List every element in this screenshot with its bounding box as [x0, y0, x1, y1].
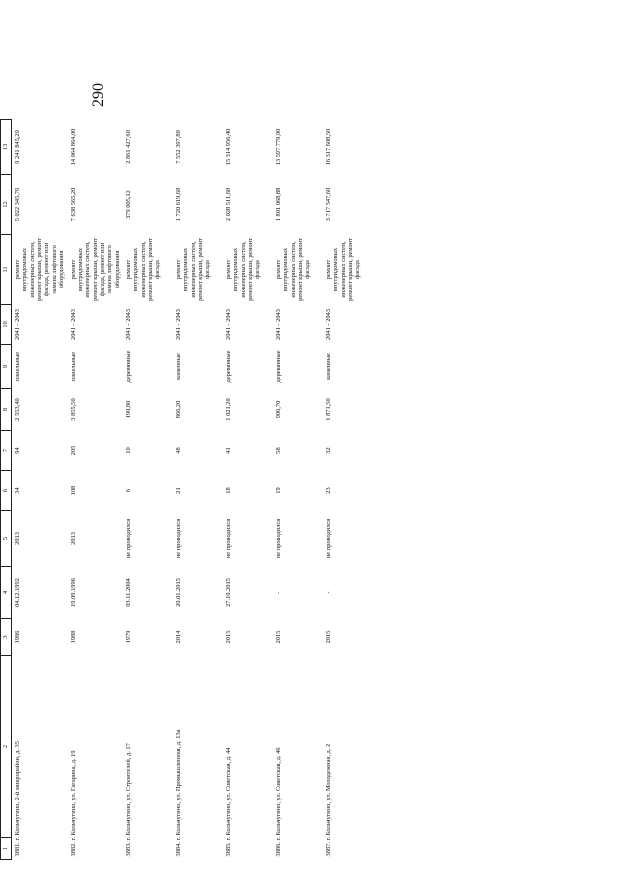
cell-commission-year: 1986 — [14, 630, 21, 644]
cell-commission-year: 2014 — [175, 630, 183, 644]
table-row — [223, 120, 273, 860]
cell-date: 27.10.2015 — [225, 578, 233, 607]
column-number: 1 — [1, 838, 12, 860]
cell-wall-material: каменные — [175, 353, 183, 380]
cell-count-a: 23 — [325, 487, 333, 494]
table-row — [323, 120, 373, 860]
column-number: 7 — [1, 431, 12, 471]
row-id: 3883. — [125, 842, 133, 857]
cell-count-a: 108 — [69, 485, 77, 496]
cell-last-repair: не проводился — [325, 518, 333, 559]
row-address: г. Кольчугино, ул. Молодежная, д. 2 — [325, 743, 333, 841]
cell-works: ремонт внутридомовых инженерных систем, ремонт крыши, ремонт фасада — [225, 238, 262, 301]
cell-wall-material: деревянные — [225, 350, 233, 383]
row-id: 3886. — [275, 842, 283, 857]
column-number: 12 — [1, 175, 12, 235]
column-number: 11 — [1, 235, 12, 305]
cell-date: 04.12.1992 — [14, 578, 21, 607]
cell-area: 866,20 — [175, 400, 183, 419]
cell-wall-material: каменные — [325, 353, 333, 380]
cell-date: - — [325, 591, 333, 594]
cell-commission-year: 2015 — [275, 630, 283, 644]
cell-total: 15 314 956,40 — [225, 128, 233, 166]
cell-count-a: 18 — [225, 487, 233, 494]
cell-date: 20.01.2015 — [175, 578, 183, 607]
cell-last-repair: 2013 — [14, 532, 21, 545]
cell-cost: 7 638 565,20 — [69, 187, 77, 222]
cell-commission-year: 2015 — [225, 630, 233, 644]
cell-cost: 1 801 068,88 — [275, 187, 283, 222]
cell-period: 2041 - 2043 — [14, 309, 21, 340]
cell-wall-material: панельные — [14, 351, 21, 382]
table-row — [173, 120, 223, 860]
column-number: 6 — [1, 471, 12, 511]
row-id: 3887. — [325, 842, 333, 857]
column-number: 9 — [1, 345, 12, 389]
cell-count-b: 41 — [225, 447, 233, 454]
cell-count-b: 32 — [325, 447, 333, 454]
row-address: г. Кольчугино, ул. Гагарина, д. 19 — [69, 750, 77, 841]
column-number-row — [1, 120, 12, 860]
cell-commission-year: 1988 — [69, 630, 77, 644]
cell-count-a: 34 — [14, 487, 21, 494]
cell-last-repair: не проводился — [275, 518, 283, 559]
cell-commission-year: 1979 — [125, 630, 133, 644]
row-id: 3885. — [225, 842, 233, 857]
row-id: 3881. — [14, 842, 21, 857]
cell-last-repair: не проводился — [125, 518, 133, 559]
cell-count-b: 94 — [14, 447, 21, 454]
cell-period: 2041 - 2043 — [175, 309, 183, 340]
cell-count-b: 10 — [125, 447, 133, 454]
cell-date: 19.09.1996 — [69, 578, 77, 607]
row-address: г. Кольчугино, ул. Советская, д. 44 — [225, 747, 233, 841]
column-number: 10 — [1, 305, 12, 345]
cell-wall-material: деревянные — [125, 350, 133, 383]
cell-period: 2041 - 2043 — [325, 309, 333, 340]
column-number: 4 — [1, 567, 12, 619]
cell-period: 2041 - 2043 — [69, 309, 77, 340]
cell-commission-year: 2015 — [325, 630, 333, 644]
row-id: 3884. — [175, 842, 183, 857]
cell-period: 2041 - 2043 — [125, 309, 133, 340]
cell-works: ремонт внутридомовых инженерных систем, ремонт крыши, ремонт фасада, ремонт или замена лифтового оборудования — [69, 238, 121, 301]
cell-date: - — [275, 591, 283, 594]
cell-area: 3 855,50 — [69, 398, 77, 421]
cell-total: 14 064 864,00 — [69, 128, 77, 166]
column-number: 8 — [1, 389, 12, 431]
cell-area: 2 553,40 — [14, 398, 21, 421]
table-row — [68, 120, 124, 860]
cell-last-repair: 2013 — [69, 532, 77, 545]
cell-count-b: 205 — [69, 445, 77, 456]
cell-area: 1 871,50 — [325, 398, 333, 421]
cell-date: 03.11.2004 — [125, 578, 133, 607]
cell-cost: 379 005,12 — [125, 190, 133, 219]
cell-works: ремонт внутридомовых инженерных систем, ремонт крыши, ремонт фасада — [175, 238, 212, 301]
cell-works: ремонт внутридомовых инженерных систем, ремонт крыши, ремонт фасада, ремонт или замена лифтового оборудования — [14, 238, 66, 301]
page-number: 290 — [90, 83, 107, 107]
cell-total: 13 597 779,90 — [275, 128, 283, 166]
cell-works: ремонт внутридомовых инженерных систем, ремонт крыши, ремонт фасада — [125, 238, 162, 301]
cell-total: 2 861 427,60 — [125, 130, 133, 164]
cell-cost: 2 028 511,68 — [225, 187, 233, 222]
cell-wall-material: деревянные — [275, 350, 283, 383]
column-number: 2 — [1, 656, 12, 838]
table-row — [123, 120, 173, 860]
row-address: г. Кольчугино, ул. Промышленная, д. 13а — [175, 729, 183, 841]
column-number: 13 — [1, 120, 12, 175]
cell-cost: 3 717 547,60 — [325, 187, 333, 222]
row-address: г. Кольчугино, ул. Советская, д. 46 — [275, 747, 283, 841]
column-number: 5 — [1, 511, 12, 567]
row-id: 3882. — [69, 842, 77, 857]
cell-total: 16 317 608,50 — [325, 128, 333, 166]
table-row — [12, 120, 68, 860]
cell-last-repair: не проводился — [225, 518, 233, 559]
cell-count-a: 6 — [125, 488, 133, 493]
cell-count-a: 21 — [175, 487, 183, 494]
cell-cost: 5 022 345,76 — [14, 187, 21, 222]
cell-count-b: 58 — [275, 447, 283, 454]
cell-period: 2041 - 2043 — [225, 309, 233, 340]
row-address: г. Кольчугино, ул. Строителей, д. 17 — [125, 743, 133, 841]
cell-works: ремонт внутридомовых инженерных систем, ремонт крыши, ремонт фасада — [325, 238, 362, 301]
capital-repair-table — [0, 119, 373, 860]
cell-total: 9 241 845,20 — [14, 130, 21, 164]
cell-last-repair: не проводился — [175, 518, 183, 559]
cell-count-b: 48 — [175, 447, 183, 454]
cell-count-a: 19 — [275, 487, 283, 494]
row-address: г. Кольчугино, 2-й микрорайон, д. 35 — [14, 741, 21, 841]
cell-area: 190,80 — [125, 400, 133, 419]
cell-area: 906,70 — [275, 400, 283, 419]
cell-total: 7 552 397,80 — [175, 130, 183, 164]
table-row — [273, 120, 323, 860]
cell-cost: 1 720 619,68 — [175, 187, 183, 222]
cell-area: 1 021,20 — [225, 398, 233, 421]
column-number: 3 — [1, 619, 12, 656]
rotated-table-container — [0, 120, 540, 860]
cell-period: 2041 - 2043 — [275, 309, 283, 340]
cell-wall-material: панельные — [69, 351, 77, 382]
cell-works: ремонт внутридомовых инженерных систем, ремонт крыши, ремонт фасада — [275, 238, 312, 301]
